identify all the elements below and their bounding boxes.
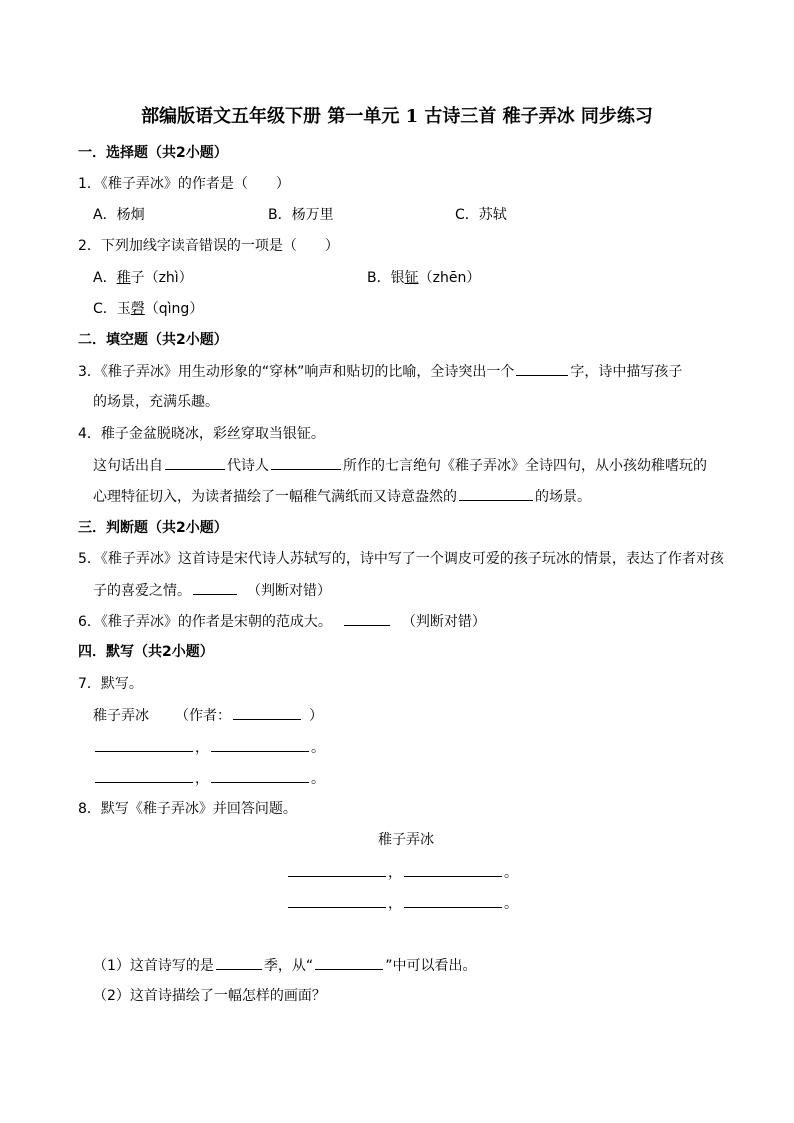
verse-blank[interactable] <box>95 768 193 783</box>
section-heading-judge: 三．判断题（共2小题） <box>78 520 228 536</box>
question-7-verse-line-2 <box>93 768 325 789</box>
answer-blank[interactable] <box>216 955 262 970</box>
verse-blank[interactable] <box>211 737 309 752</box>
question-3-line-1 <box>78 361 682 382</box>
section-heading-fill: 二．填空题（共2小题） <box>78 332 228 348</box>
question-1-option-c: C．苏轼 <box>455 207 507 223</box>
author-label-close: ） <box>309 708 323 724</box>
comma: ， <box>195 740 209 756</box>
comma: ， <box>388 865 402 881</box>
period: 。 <box>311 740 325 756</box>
period: 。 <box>504 865 518 881</box>
option-label: A． <box>93 270 117 286</box>
answer-blank[interactable] <box>516 361 568 376</box>
question-8-verse-line-1 <box>286 862 518 883</box>
underlined-char: 钲 <box>404 270 419 286</box>
question-4-line-2 <box>93 455 707 476</box>
sub-question-text: ”中可以看出。 <box>385 958 477 974</box>
question-8-stem: 8．默写《稚子弄冰》并回答问题。 <box>78 801 297 817</box>
question-4-stem: 4．稚子金盆脱晓冰，彩丝穿取当银钲。 <box>78 426 325 442</box>
underlined-char: 磬 <box>130 301 145 317</box>
option-text: （qìng） <box>144 301 204 317</box>
question-4-line-3 <box>93 486 591 507</box>
question-4-text: 的场景。 <box>535 489 591 505</box>
question-8-poem-title: 稚子弄冰 <box>378 832 434 848</box>
question-7-stem: 7．默写。 <box>78 676 143 692</box>
author-label: （作者： <box>175 708 231 724</box>
verse-blank[interactable] <box>95 737 193 752</box>
period: 。 <box>504 896 518 912</box>
question-2-stem: 2．下列加线字读音错误的一项是（ ） <box>78 238 339 254</box>
question-1-stem: 1．《稚子弄冰》的作者是（ ） <box>78 176 290 192</box>
verse-blank[interactable] <box>211 768 309 783</box>
question-4-text: 这句话出自 <box>93 458 163 474</box>
answer-blank[interactable] <box>165 455 225 470</box>
question-4-text: 代诗人 <box>227 458 269 474</box>
section-heading-dictation: 四．默写（共2小题） <box>78 644 214 660</box>
answer-blank[interactable] <box>193 580 237 595</box>
question-5-line-1: 5．《稚子弄冰》这首诗是宋代诗人苏轼写的，诗中写了一个调皮可爱的孩子玩冰的情景，表达了作者对孩 <box>78 551 724 567</box>
answer-blank[interactable] <box>271 455 341 470</box>
question-5-line-2 <box>93 580 331 601</box>
verse-blank[interactable] <box>288 893 386 908</box>
judge-hint: （判断对错） <box>247 583 331 599</box>
comma: ， <box>388 896 402 912</box>
question-3-text-cont: 字，诗中描写孩子 <box>570 364 683 380</box>
question-8-sub-1 <box>93 955 476 976</box>
sub-question-text: 季，从“ <box>263 958 314 974</box>
question-4-text: 心理特征切入，为读者描绘了一幅稚气满纸而又诗意盎然的 <box>93 489 457 505</box>
answer-blank[interactable] <box>315 955 383 970</box>
option-label: C．玉 <box>93 301 131 317</box>
verse-blank[interactable] <box>404 893 502 908</box>
judge-hint: （判断对错） <box>401 614 486 630</box>
question-6 <box>78 611 486 632</box>
question-1-option-b: B．杨万里 <box>268 207 334 223</box>
question-8-verse-line-2 <box>286 893 518 914</box>
sub-question-text: （1）这首诗写的是 <box>93 958 214 974</box>
option-text: （zhēn） <box>418 270 481 286</box>
section-heading-choice: 一．选择题（共2小题） <box>78 145 228 161</box>
question-5-text: 子的喜爱之情。 <box>93 583 191 599</box>
answer-blank[interactable] <box>344 611 390 626</box>
verse-blank[interactable] <box>404 862 502 877</box>
question-6-text: 6．《稚子弄冰》的作者是宋朝的范成大。 <box>78 614 332 630</box>
option-label: B．银 <box>367 270 405 286</box>
author-blank[interactable] <box>233 705 301 720</box>
question-2-option-c <box>93 299 203 319</box>
poem-title: 稚子弄冰 <box>93 708 149 724</box>
comma: ， <box>195 771 209 787</box>
question-3-line-2: 的场景，充满乐趣。 <box>93 394 219 410</box>
page-title: 部编版语文五年级下册 第一单元 1 古诗三首 稚子弄冰 同步练习 <box>141 106 653 127</box>
question-3-text: 3．《稚子弄冰》用生动形象的“穿林”响声和贴切的比喻，全诗突出一个 <box>78 364 515 380</box>
question-7-verse-line-1 <box>93 737 325 758</box>
underlined-char: 稚 <box>116 270 131 286</box>
question-8-sub-2: （2）这首诗描绘了一幅怎样的画面？ <box>93 988 326 1004</box>
question-7-poem-title <box>93 705 323 726</box>
question-4-text: 所作的七言绝句《稚子弄冰》全诗四句，从小孩幼稚嗜玩的 <box>343 458 707 474</box>
question-2-option-a <box>93 268 193 288</box>
answer-blank[interactable] <box>459 486 533 501</box>
period: 。 <box>311 771 325 787</box>
question-2-option-b <box>367 268 480 288</box>
option-text: 子（zhì） <box>130 270 193 286</box>
question-1-option-a: A．杨炯 <box>93 207 145 223</box>
verse-blank[interactable] <box>288 862 386 877</box>
